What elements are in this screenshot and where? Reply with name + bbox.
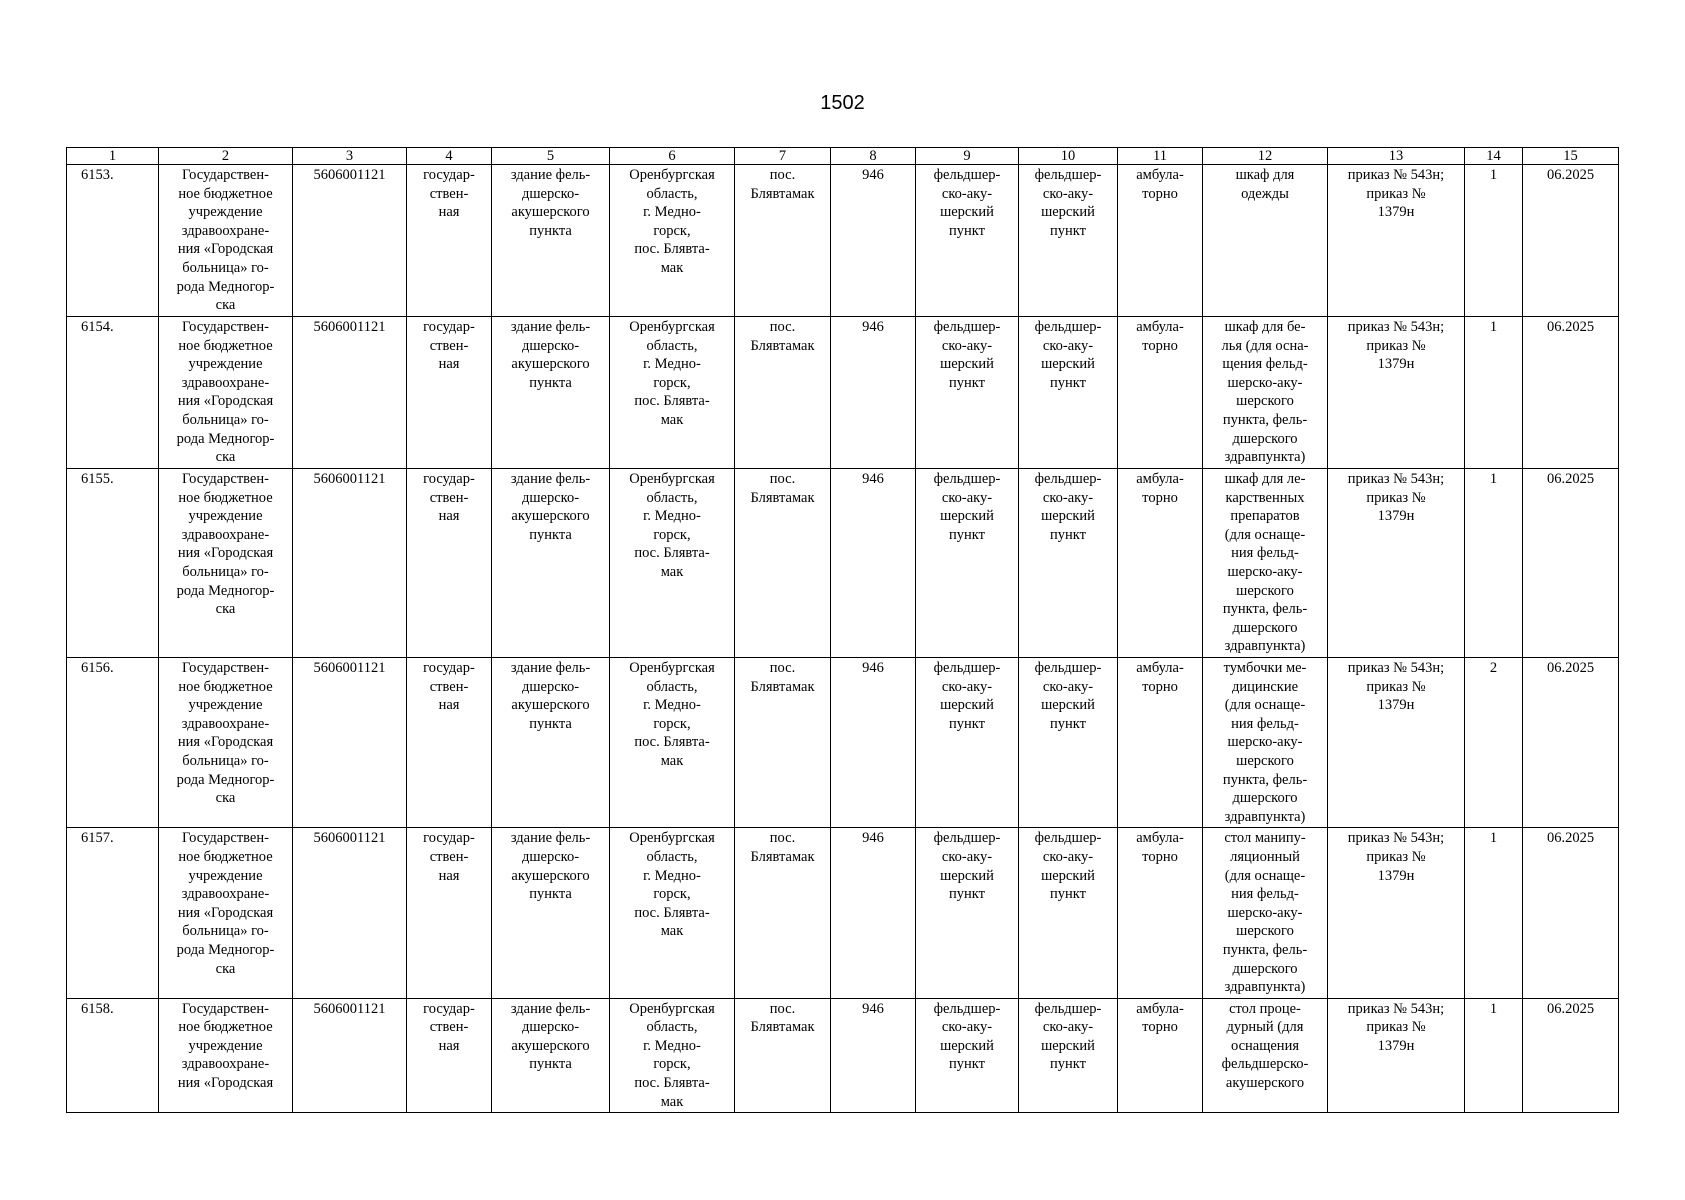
table-row (67, 828, 1619, 998)
ownership-cell: государ- ствен- ная (407, 828, 492, 998)
address-cell: Оренбургская область, г. Медно- горск, пос. Блявта- мак (610, 658, 735, 828)
row-number: 6157. (67, 828, 159, 998)
table-row (67, 469, 1619, 658)
care-form-cell: амбула- торно (1118, 469, 1203, 658)
care-form-cell: амбула- торно (1118, 828, 1203, 998)
column-header: 5 (492, 148, 610, 165)
settlement-cell: пос. Блявтамак (735, 469, 831, 658)
equipment-cell: шкаф для ле- карственных препаратов (для оснаще- ния фельд- шерско-аку- шерского пункта, фель- дшерского здравпункта) (1203, 469, 1328, 658)
column-header: 1 (67, 148, 159, 165)
order-cell: приказ № 543н; приказ № 1379н (1328, 165, 1465, 317)
inn-cell: 5606001121 (293, 998, 407, 1113)
address-cell: Оренбургская область, г. Медно- горск, пос. Блявта- мак (610, 469, 735, 658)
ownership-cell: государ- ствен- ная (407, 998, 492, 1113)
quantity-cell: 2 (1465, 658, 1523, 828)
code-cell: 946 (831, 469, 916, 658)
row-number: 6158. (67, 998, 159, 1113)
care-form-cell: амбула- торно (1118, 658, 1203, 828)
code-cell: 946 (831, 828, 916, 998)
address-cell: Оренбургская область, г. Медно- горск, пос. Блявта- мак (610, 998, 735, 1113)
date-cell: 06.2025 (1523, 165, 1619, 317)
organization-cell: Государствен- ное бюджетное учреждение здравоохране- ния «Городская больница» го- рода Медногор- ска (159, 317, 293, 469)
building-cell: здание фель- дшерско- акушерского пункта (492, 998, 610, 1113)
code-cell: 946 (831, 658, 916, 828)
quantity-cell: 1 (1465, 165, 1523, 317)
facility-type-cell: фельдшер- ско-аку- шерский пункт (916, 165, 1019, 317)
code-cell: 946 (831, 998, 916, 1113)
column-header: 11 (1118, 148, 1203, 165)
facility-subtype-cell: фельдшер- ско-аку- шерский пункт (1019, 469, 1118, 658)
building-cell: здание фель- дшерско- акушерского пункта (492, 317, 610, 469)
building-cell: здание фель- дшерско- акушерского пункта (492, 828, 610, 998)
date-cell: 06.2025 (1523, 658, 1619, 828)
organization-cell: Государствен- ное бюджетное учреждение здравоохране- ния «Городская больница» го- рода Медногор- ска (159, 469, 293, 658)
facility-type-cell: фельдшер- ско-аку- шерский пункт (916, 469, 1019, 658)
organization-cell: Государствен- ное бюджетное учреждение здравоохране- ния «Городская больница» го- рода Медногор- ска (159, 165, 293, 317)
register-table (66, 147, 1619, 1113)
building-cell: здание фель- дшерско- акушерского пункта (492, 165, 610, 317)
column-header: 14 (1465, 148, 1523, 165)
inn-cell: 5606001121 (293, 469, 407, 658)
quantity-cell: 1 (1465, 828, 1523, 998)
facility-subtype-cell: фельдшер- ско-аку- шерский пункт (1019, 998, 1118, 1113)
ownership-cell: государ- ствен- ная (407, 317, 492, 469)
settlement-cell: пос. Блявтамак (735, 165, 831, 317)
facility-type-cell: фельдшер- ско-аку- шерский пункт (916, 998, 1019, 1113)
address-cell: Оренбургская область, г. Медно- горск, пос. Блявта- мак (610, 828, 735, 998)
care-form-cell: амбула- торно (1118, 165, 1203, 317)
building-cell: здание фель- дшерско- акушерского пункта (492, 469, 610, 658)
row-number: 6153. (67, 165, 159, 317)
column-header: 15 (1523, 148, 1619, 165)
date-cell: 06.2025 (1523, 317, 1619, 469)
address-cell: Оренбургская область, г. Медно- горск, пос. Блявта- мак (610, 165, 735, 317)
settlement-cell: пос. Блявтамак (735, 828, 831, 998)
row-number: 6156. (67, 658, 159, 828)
equipment-cell: тумбочки ме- дицинские (для оснаще- ния фельд- шерско-аку- шерского пункта, фель- дшерского здравпункта) (1203, 658, 1328, 828)
facility-type-cell: фельдшер- ско-аку- шерский пункт (916, 658, 1019, 828)
order-cell: приказ № 543н; приказ № 1379н (1328, 317, 1465, 469)
order-cell: приказ № 543н; приказ № 1379н (1328, 998, 1465, 1113)
facility-subtype-cell: фельдшер- ско-аку- шерский пункт (1019, 165, 1118, 317)
quantity-cell: 1 (1465, 998, 1523, 1113)
facility-type-cell: фельдшер- ско-аку- шерский пункт (916, 828, 1019, 998)
inn-cell: 5606001121 (293, 317, 407, 469)
table-row (67, 317, 1619, 469)
quantity-cell: 1 (1465, 317, 1523, 469)
ownership-cell: государ- ствен- ная (407, 658, 492, 828)
organization-cell: Государствен- ное бюджетное учреждение здравоохране- ния «Городская больница» го- рода Медногор- ска (159, 658, 293, 828)
building-cell: здание фель- дшерско- акушерского пункта (492, 658, 610, 828)
date-cell: 06.2025 (1523, 828, 1619, 998)
care-form-cell: амбула- торно (1118, 317, 1203, 469)
equipment-cell: шкаф для одежды (1203, 165, 1328, 317)
inn-cell: 5606001121 (293, 658, 407, 828)
column-header: 9 (916, 148, 1019, 165)
column-header: 7 (735, 148, 831, 165)
equipment-cell: шкаф для бе- лья (для осна- щения фельд- шерско-аку- шерского пункта, фель- дшерского здравпункта) (1203, 317, 1328, 469)
facility-subtype-cell: фельдшер- ско-аку- шерский пункт (1019, 317, 1118, 469)
care-form-cell: амбула- торно (1118, 998, 1203, 1113)
column-header: 12 (1203, 148, 1328, 165)
order-cell: приказ № 543н; приказ № 1379н (1328, 469, 1465, 658)
table-row (67, 658, 1619, 828)
date-cell: 06.2025 (1523, 998, 1619, 1113)
column-header-row (67, 148, 1619, 165)
order-cell: приказ № 543н; приказ № 1379н (1328, 658, 1465, 828)
inn-cell: 5606001121 (293, 165, 407, 317)
column-header: 4 (407, 148, 492, 165)
column-header: 3 (293, 148, 407, 165)
column-header: 13 (1328, 148, 1465, 165)
column-header: 6 (610, 148, 735, 165)
settlement-cell: пос. Блявтамак (735, 317, 831, 469)
organization-cell: Государствен- ное бюджетное учреждение здравоохране- ния «Городская больница» го- рода Медногор- ска (159, 828, 293, 998)
address-cell: Оренбургская область, г. Медно- горск, пос. Блявта- мак (610, 317, 735, 469)
facility-subtype-cell: фельдшер- ско-аку- шерский пункт (1019, 658, 1118, 828)
facility-type-cell: фельдшер- ско-аку- шерский пункт (916, 317, 1019, 469)
column-header: 8 (831, 148, 916, 165)
settlement-cell: пос. Блявтамак (735, 998, 831, 1113)
order-cell: приказ № 543н; приказ № 1379н (1328, 828, 1465, 998)
equipment-cell: стол манипу- ляционный (для оснаще- ния фельд- шерско-аку- шерского пункта, фель- дшерского здравпункта) (1203, 828, 1328, 998)
code-cell: 946 (831, 165, 916, 317)
column-header: 10 (1019, 148, 1118, 165)
column-header: 2 (159, 148, 293, 165)
code-cell: 946 (831, 317, 916, 469)
table-row (67, 998, 1619, 1113)
quantity-cell: 1 (1465, 469, 1523, 658)
inn-cell: 5606001121 (293, 828, 407, 998)
date-cell: 06.2025 (1523, 469, 1619, 658)
table-row (67, 165, 1619, 317)
row-number: 6155. (67, 469, 159, 658)
row-number: 6154. (67, 317, 159, 469)
ownership-cell: государ- ствен- ная (407, 165, 492, 317)
organization-cell: Государствен- ное бюджетное учреждение здравоохране- ния «Городская (159, 998, 293, 1113)
settlement-cell: пос. Блявтамак (735, 658, 831, 828)
facility-subtype-cell: фельдшер- ско-аку- шерский пункт (1019, 828, 1118, 998)
ownership-cell: государ- ствен- ная (407, 469, 492, 658)
page-number: 1502 (820, 92, 865, 114)
equipment-cell: стол проце- дурный (для оснащения фельдшерско- акушерского (1203, 998, 1328, 1113)
